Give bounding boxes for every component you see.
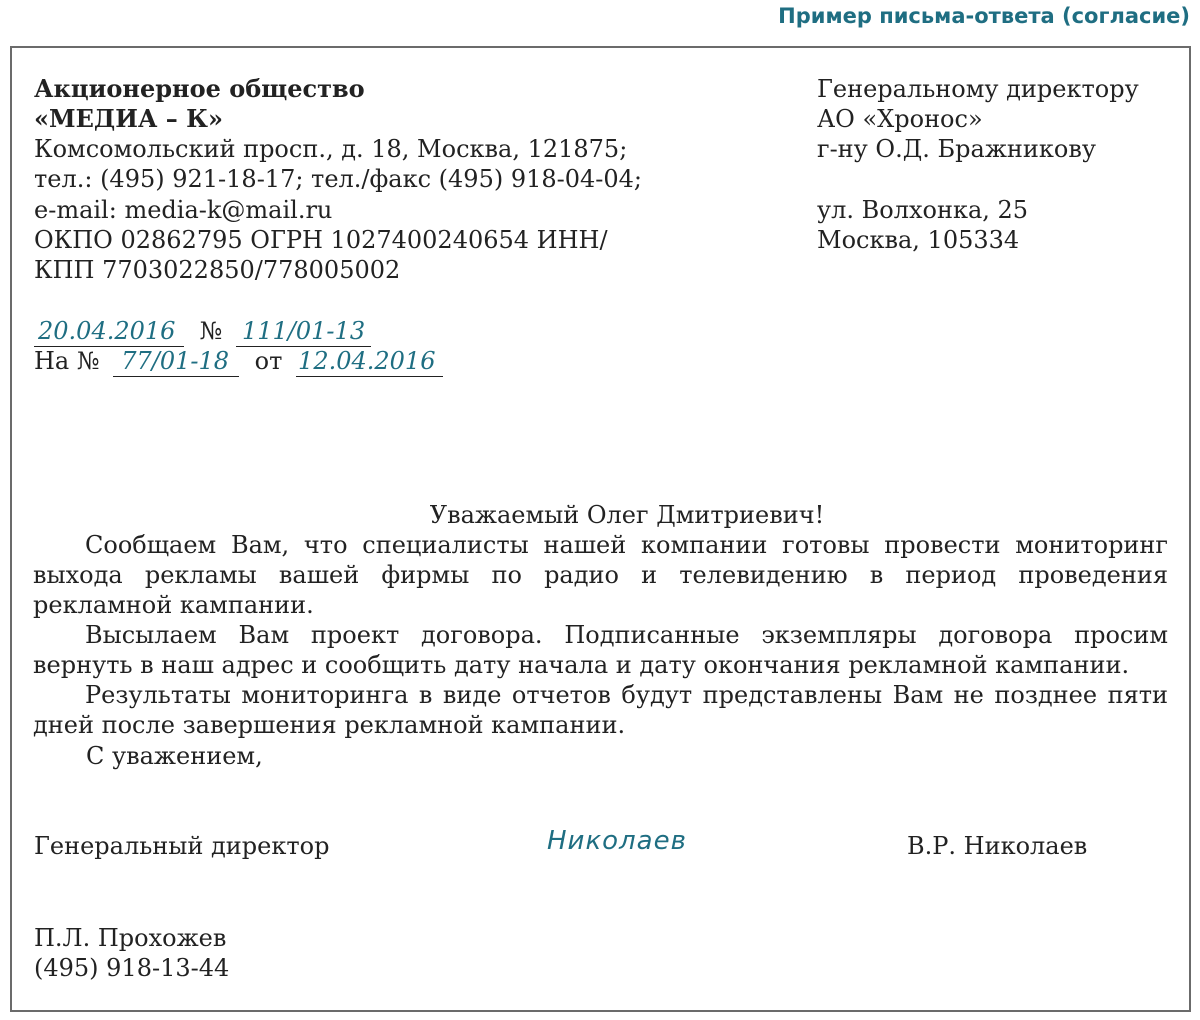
reference-from-label: от [254, 347, 283, 375]
body-paragraph-2: Высылаем Вам проект договора. Подписанные экземпляры договора просим вернуть в наш адрес и сообщить дату начала и дату окончания рекламной кампании. [33, 621, 1168, 679]
recipient-street: ул. Волхонка, 25 [817, 196, 1029, 224]
greeting: Уважаемый Олег Дмитриевич! [429, 501, 825, 529]
signatory-position: Генеральный директор [34, 832, 330, 860]
body-paragraph-3: Результаты мониторинга в виде отчетов будут представлены Вам не позднее пяти дней после завершения рекламной кампании. [33, 681, 1168, 739]
reference-number: 77/01-18 [113, 346, 239, 377]
recipient-name: г-ну О.Д. Бражникову [817, 135, 1096, 163]
body-paragraph-1: Сообщаем Вам, что специалисты нашей компании готовы провести мониторинг выхода рекламы вашей фирмы по радио и телевидению в период проведения рекламной кампании. [33, 531, 1168, 619]
reference-label: На № [34, 347, 100, 375]
sender-org-name: «МЕДИА – К» [34, 104, 223, 133]
reference-line [34, 346, 443, 377]
sender-codes-line1: ОКПО 02862795 ОГРН 1027400240654 ИНН/ [34, 226, 608, 254]
registration-line [34, 316, 371, 347]
outgoing-number: 111/01-13 [236, 316, 371, 347]
sender-org-type: Акционерное общество [34, 74, 365, 103]
signatory-name: В.Р. Николаев [907, 832, 1088, 860]
executor-phone: (495) 918-13-44 [34, 954, 230, 982]
handwritten-signature: Николаев [547, 826, 687, 856]
recipient-position: Генеральному директору [817, 75, 1139, 103]
executor-name: П.Л. Прохожев [34, 924, 227, 952]
document-caption: Пример письма-ответа (согласие) [778, 4, 1190, 28]
recipient-company: АО «Хронос» [817, 105, 983, 133]
sender-phones: тел.: (495) 921-18-17; тел./факс (495) 918-04-04; [34, 165, 643, 193]
letter-body [33, 530, 1168, 740]
closing: С уважением, [86, 742, 263, 770]
number-label: № [199, 317, 223, 345]
sender-address: Комсомольский просп., д. 18, Москва, 121875; [34, 135, 628, 163]
recipient-city: Москва, 105334 [817, 226, 1020, 254]
sender-email: e-mail: media-k@mail.ru [34, 196, 333, 224]
reference-date: 12.04.2016 [296, 346, 443, 377]
outgoing-date: 20.04.2016 [34, 316, 184, 347]
sender-codes-line2: КПП 7703022850/778005002 [34, 256, 401, 284]
